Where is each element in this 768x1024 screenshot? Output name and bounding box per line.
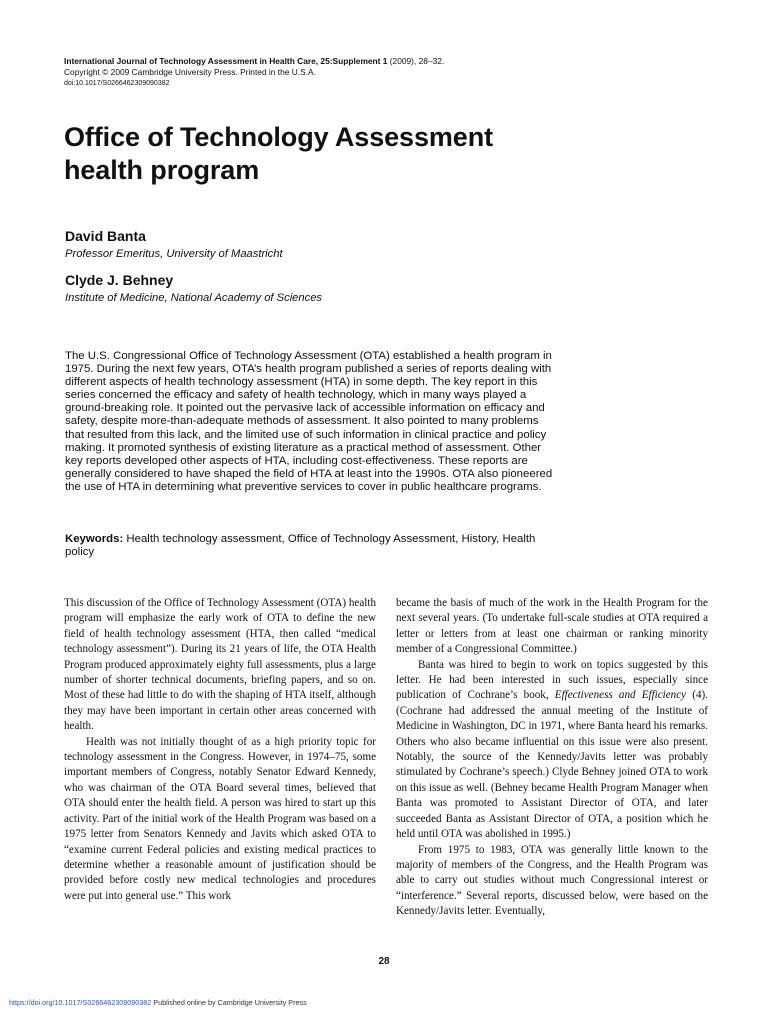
author-affiliation: Professor Emeritus, University of Maastricht: [65, 248, 283, 260]
body-paragraph: This discussion of the Office of Technology Assessment (OTA) health program will emphasize the early work of OTA to define the new field of health technology assessment (HTA, then called “medical technology assessment”). During its 21 years of life, the OTA Health Program produced approximately eighty full assessments, plus a large number of shorter technical documents, briefing papers, and so on. Most of these had little to do with the shaping of HTA itself, although they may have been important in certain other areas concerned with health.: [64, 597, 376, 733]
paragraph-text: (4). (Cochrane had addressed the annual meeting of the Institute of Medicine in Washington, DC in 1971, where Banta heard his remarks. Others who also became influential on this issue were also present. Notably, the source of the Kennedy/Javits letter was probably stimulated by Cochrane’s speech.) Clyde Behney joined OTA to work on this issue as well. (Behney became Health Program Manager when Banta was promoted to Assistant Director of OTA, and later succeeded Banta as Assistant Director of OTA, a position which he held until OTA was abolished in 1995.): [396, 689, 708, 841]
body-column-right: [396, 596, 708, 920]
title-line-1: Office of Technology Assessment: [64, 122, 493, 152]
footer: [9, 998, 307, 1007]
article-title: [64, 121, 704, 187]
journal-name: International Journal of Technology Assessment in Health Care: [64, 56, 316, 66]
page-number: 28: [378, 956, 390, 967]
body-paragraph: From 1975 to 1983, OTA was generally little known to the majority of members of the Congress, and the Health Program was able to carry out studies without much Congressional interest or “interference.” Several reports, discussed below, were based on the Kennedy/Javits letter. Eventually,: [396, 843, 708, 918]
body-paragraph: Health was not initially thought of as a high priority topic for technology assessment in the Congress. However, in 1974–75, some important members of Congress, notably Senator Edward Kennedy, who was chairman of the OTA Board several times, believed that OTA should enter the health field. A person was hired to start up this activity. Part of the initial work of the Health Program was based on a 1975 letter from Senators Kennedy and Javits which asked OTA to “examine current Federal policies and existing medical practices to determine whether a reasonable amount of justification should be provided before costly new medical technologies and procedures were put into general use.” This work: [64, 735, 376, 902]
keywords-label: Keywords:: [65, 533, 124, 545]
body-paragraph: [396, 658, 708, 843]
body-paragraph: became the basis of much of the work in the Health Program for the next several years. (To undertake full-scale studies at OTA required a letter or letters from at least one chairman or ranking minority member of a Congressional Committee.): [396, 597, 708, 656]
keywords: [65, 533, 560, 559]
journal-volume: , 25:Supplement 1: [315, 56, 388, 66]
author-name: David Banta: [65, 228, 146, 244]
book-title: Effectiveness and Efficiency: [554, 689, 687, 702]
citation-line: [64, 56, 704, 67]
copyright-line: Copyright © 2009 Cambridge University Press. Printed in the U.S.A.: [64, 67, 316, 77]
title-line-2: health program: [64, 155, 260, 185]
paragraph-text: Banta was hired to begin to work on topics suggested by this letter. He had been interested in such issues, especially since publication of Cochrane’s book,: [396, 658, 708, 702]
journal-pages: (2009), 28–32.: [387, 56, 445, 66]
author-name: Clyde J. Behney: [65, 272, 174, 288]
author-affiliation: Institute of Medicine, National Academy of Sciences: [65, 292, 323, 304]
keywords-list: Health technology assessment, Office of Technology Assessment, History, Health policy: [65, 533, 536, 559]
published-note: Published online by Cambridge University Press: [151, 998, 307, 1007]
doi-link[interactable]: https://doi.org/10.1017/S0266462309090382: [9, 998, 152, 1007]
body-column-left: [64, 596, 376, 904]
journal-header: [64, 56, 704, 89]
abstract: The U.S. Congressional Office of Technology Assessment (OTA) established a health program in 1975. During the next few years, OTA’s health program published a series of reports dealing with different aspects of health technology assessment (HTA) in some depth. The key report in this series concerned the efficacy and safety of health technology, which in many ways played a ground-breaking role. It pointed out the pervasive lack of accessible information on efficacy and safety, despite more-than-adequate methods of assessment. It also pointed to many problems that resulted from this lack, and the limited use of such information in clinical practice and policy making. It promoted synthesis of existing literature as a practical method of assessment. Other key reports developed other aspects of HTA, including cost-effectiveness. These reports are generally considered to have shaped the field of HTA at least into the 1990s. OTA also pioneered the use of HTA in determining what preventive services to cover in public healthcare programs.: [65, 350, 553, 493]
doi-line: doi:10.1017/S0266462309090382: [64, 80, 170, 87]
